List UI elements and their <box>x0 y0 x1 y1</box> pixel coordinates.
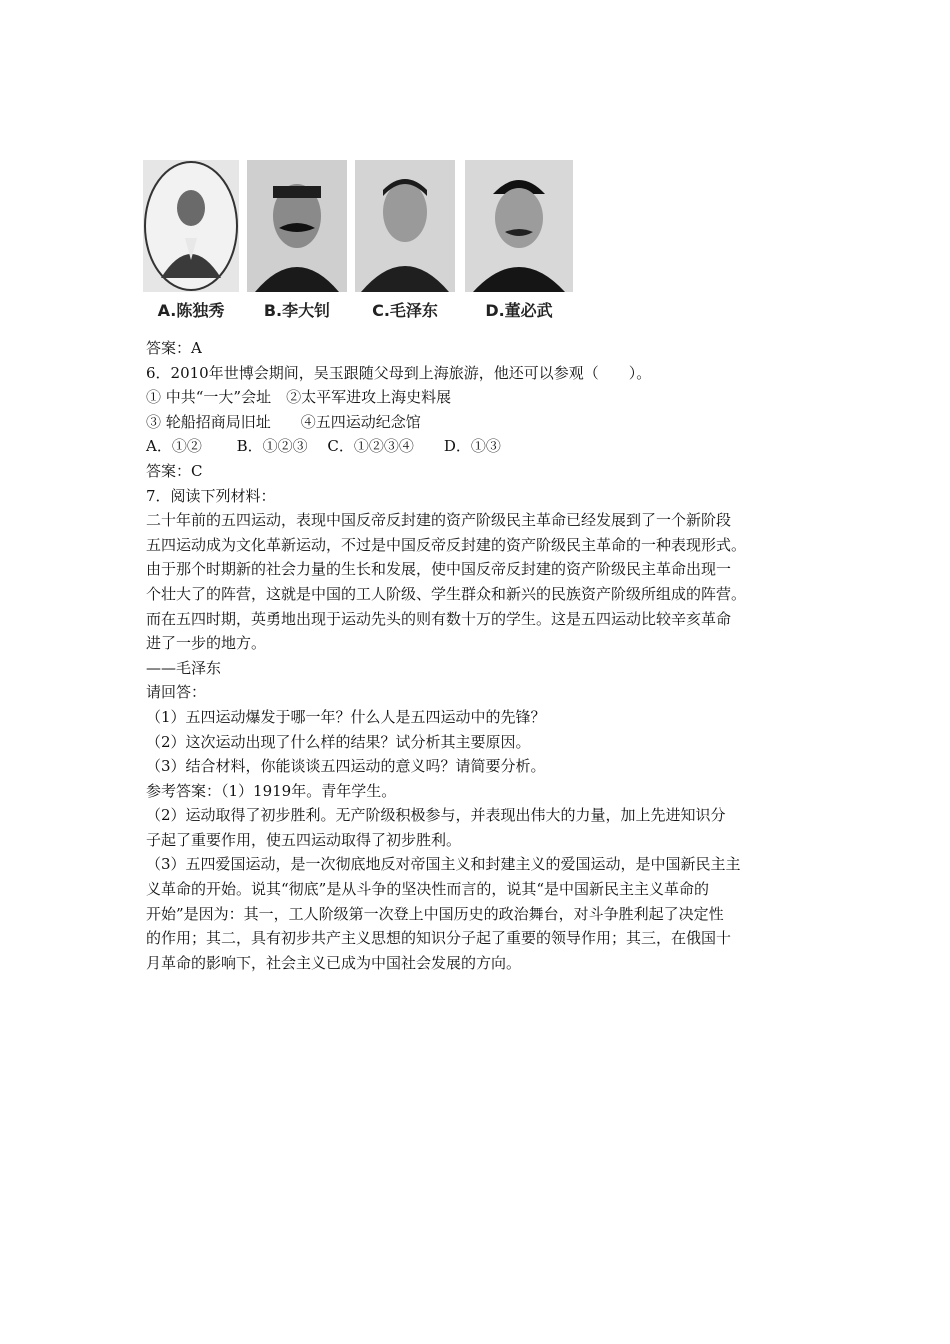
material-line: 而在五四时期，英勇地出现于运动先头的则有数十万的学生。这是五四运动比较辛亥革命 <box>146 609 732 628</box>
reference-answer: 义革命的开始。说其“彻底”是从斗争的坚决性而言的，说其“是中国新民主主义革命的 <box>146 880 710 899</box>
portrait-options <box>143 160 583 324</box>
sub-question: （2）这次运动出现了什么样的结果？试分析其主要原因。 <box>146 732 531 751</box>
material-line: 由于那个时期新的社会力量的生长和发展，使中国反帝反封建的资产阶级民主革命出现一 <box>146 560 732 579</box>
material-line: 个壮大了的阵营，这就是中国的工人阶级、学生群众和新兴的民族资产阶级所组成的阵营。 <box>146 584 747 603</box>
reference-answer: 月革命的影响下，社会主义已成为中国社会发展的方向。 <box>146 953 522 972</box>
question-6: 6．2010年世博会期间，吴玉跟随父母到上海旅游，他还可以参观（ ）。 <box>146 363 652 382</box>
portrait-photo-icon <box>355 160 455 292</box>
document-text <box>146 336 826 975</box>
answer-line: 答案：C <box>146 461 203 480</box>
choices-line: A．①② B．①②③ C．①②③④ D．①③ <box>146 437 501 456</box>
portrait-option-b <box>247 160 347 321</box>
reference-answer: 的作用；其二，具有初步共产主义思想的知识分子起了重要的领导作用；其三，在俄国十 <box>146 929 732 948</box>
sub-question: （1）五四运动爆发于哪一年？什么人是五四运动中的先锋？ <box>146 707 546 726</box>
reference-answer: 开始”是因为：其一，工人阶级第一次登上中国历史的政治舞台，对斗争胜利起了决定性 <box>146 904 724 923</box>
portrait-option-a <box>143 160 239 321</box>
material-line: 进了一步的地方。 <box>146 634 267 653</box>
prompt-line: 请回答： <box>146 683 207 702</box>
material-line: 五四运动成为文化革新运动，不过是中国反帝反封建的资产阶级民主革命的一种表现形式。 <box>146 535 747 554</box>
portrait-option-d <box>465 160 573 321</box>
portrait-caption-c: C.毛泽东 <box>372 301 438 320</box>
option-line: ③ 轮船招商局旧址 ④五四运动纪念馆 <box>146 412 421 431</box>
answer-line: 答案：A <box>146 339 202 357</box>
portrait-caption-a: A.陈独秀 <box>157 301 225 320</box>
portrait-option-c <box>355 160 455 321</box>
portrait-photo-icon <box>247 160 347 292</box>
reference-answer: 参考答案：（1）1919年。青年学生。 <box>146 781 397 800</box>
oval-portrait-photo-icon <box>143 160 239 292</box>
option-line: ① 中共“一大”会址 ②太平军进攻上海史料展 <box>146 388 452 407</box>
reference-answer: 子起了重要作用，使五四运动取得了初步胜利。 <box>146 830 462 849</box>
material-line: 二十年前的五四运动，表现中国反帝反封建的资产阶级民主革命已经发展到了一个新阶段 <box>146 511 732 530</box>
sub-question: （3）结合材料，你能谈谈五四运动的意义吗？请简要分析。 <box>146 757 546 776</box>
material-source: ——毛泽东 <box>146 658 222 677</box>
reference-answer: （2）运动取得了初步胜利。无产阶级积极参与，并表现出伟大的力量，加上先进知识分 <box>146 806 726 825</box>
portrait-caption-d: D.董必武 <box>485 301 553 320</box>
question-7: 7．阅读下列材料： <box>146 486 276 505</box>
portrait-caption-b: B.李大钊 <box>263 301 331 320</box>
portrait-photo-icon <box>465 160 573 292</box>
reference-answer: （3）五四爱国运动，是一次彻底地反对帝国主义和封建主义的爱国运动，是中国新民主主 <box>146 855 741 874</box>
